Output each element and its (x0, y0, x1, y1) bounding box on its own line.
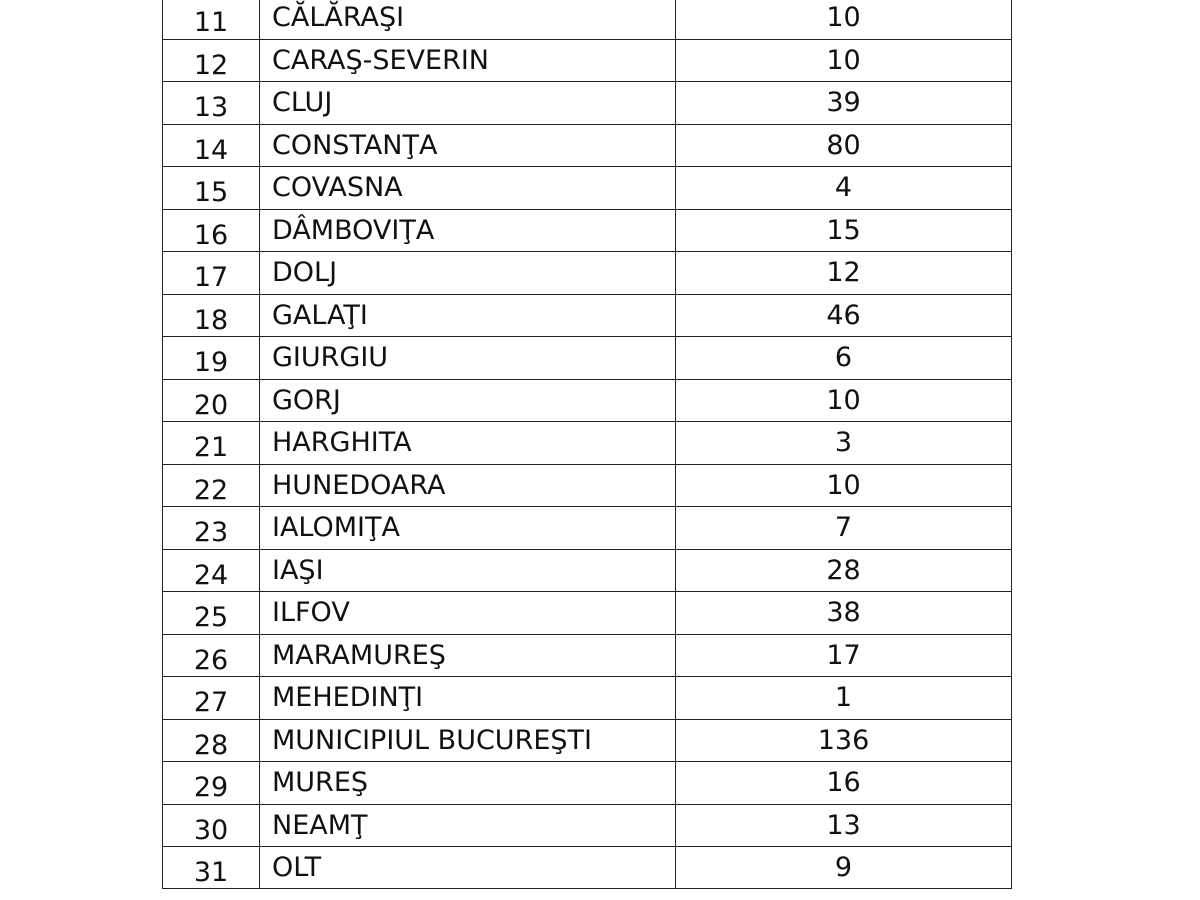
row-number: 17 (163, 252, 260, 295)
county-value: 15 (676, 209, 1012, 252)
county-value: 80 (676, 124, 1012, 167)
table-row (163, 0, 1012, 39)
row-number: 20 (163, 379, 260, 422)
county-name: MEHEDINŢI (260, 677, 676, 720)
row-number: 18 (163, 294, 260, 337)
row-number: 24 (163, 549, 260, 592)
row-number: 31 (163, 847, 260, 889)
county-name: IALOMIŢA (260, 507, 676, 550)
county-value: 10 (676, 39, 1012, 82)
county-value: 6 (676, 337, 1012, 380)
county-name: IAŞI (260, 549, 676, 592)
county-name: GORJ (260, 379, 676, 422)
row-number: 25 (163, 592, 260, 635)
county-value: 16 (676, 762, 1012, 805)
county-name: DOLJ (260, 252, 676, 295)
county-value: 38 (676, 592, 1012, 635)
county-name: DÂMBOVIŢA (260, 209, 676, 252)
county-name: MUREŞ (260, 762, 676, 805)
table-row (163, 124, 1012, 167)
county-name: COVASNA (260, 167, 676, 210)
table-row (163, 422, 1012, 465)
table-row (163, 464, 1012, 507)
table-row (163, 677, 1012, 720)
table-row (163, 592, 1012, 635)
county-value: 39 (676, 82, 1012, 125)
county-value: 10 (676, 464, 1012, 507)
table-row (163, 337, 1012, 380)
county-name: CONSTANŢA (260, 124, 676, 167)
county-name: CARAŞ-SEVERIN (260, 39, 676, 82)
row-number: 27 (163, 677, 260, 720)
county-name: GIURGIU (260, 337, 676, 380)
row-number: 22 (163, 464, 260, 507)
county-value: 28 (676, 549, 1012, 592)
row-number: 16 (163, 209, 260, 252)
row-number: 15 (163, 167, 260, 210)
table-row (163, 719, 1012, 762)
table-row (163, 209, 1012, 252)
county-table (162, 0, 1012, 889)
county-name: MARAMUREŞ (260, 634, 676, 677)
table-row (163, 507, 1012, 550)
row-number: 30 (163, 804, 260, 847)
row-number: 28 (163, 719, 260, 762)
row-number: 26 (163, 634, 260, 677)
county-value: 3 (676, 422, 1012, 465)
county-value: 46 (676, 294, 1012, 337)
county-name: ILFOV (260, 592, 676, 635)
table-row (163, 762, 1012, 805)
table-row (163, 549, 1012, 592)
county-value: 9 (676, 847, 1012, 889)
table-row (163, 167, 1012, 210)
county-value: 136 (676, 719, 1012, 762)
table-row (163, 847, 1012, 889)
county-name: HUNEDOARA (260, 464, 676, 507)
table-row (163, 294, 1012, 337)
county-value: 17 (676, 634, 1012, 677)
row-number: 29 (163, 762, 260, 805)
county-name: CLUJ (260, 82, 676, 125)
table-row (163, 252, 1012, 295)
table-row (163, 634, 1012, 677)
table-row (163, 82, 1012, 125)
county-value: 10 (676, 0, 1012, 39)
table-row (163, 379, 1012, 422)
county-value: 4 (676, 167, 1012, 210)
county-value: 13 (676, 804, 1012, 847)
table-row (163, 39, 1012, 82)
row-number: 14 (163, 124, 260, 167)
county-name: CĂLĂRAŞI (260, 0, 676, 39)
county-name: HARGHITA (260, 422, 676, 465)
row-number: 19 (163, 337, 260, 380)
county-table-body (163, 0, 1012, 889)
county-name: GALAŢI (260, 294, 676, 337)
row-number: 12 (163, 39, 260, 82)
county-value: 12 (676, 252, 1012, 295)
county-name: NEAMŢ (260, 804, 676, 847)
county-value: 10 (676, 379, 1012, 422)
row-number: 13 (163, 82, 260, 125)
table-row (163, 804, 1012, 847)
row-number: 21 (163, 422, 260, 465)
row-number: 11 (163, 0, 260, 39)
county-value: 1 (676, 677, 1012, 720)
county-value: 7 (676, 507, 1012, 550)
row-number: 23 (163, 507, 260, 550)
county-name: MUNICIPIUL BUCUREŞTI (260, 719, 676, 762)
county-name: OLT (260, 847, 676, 889)
